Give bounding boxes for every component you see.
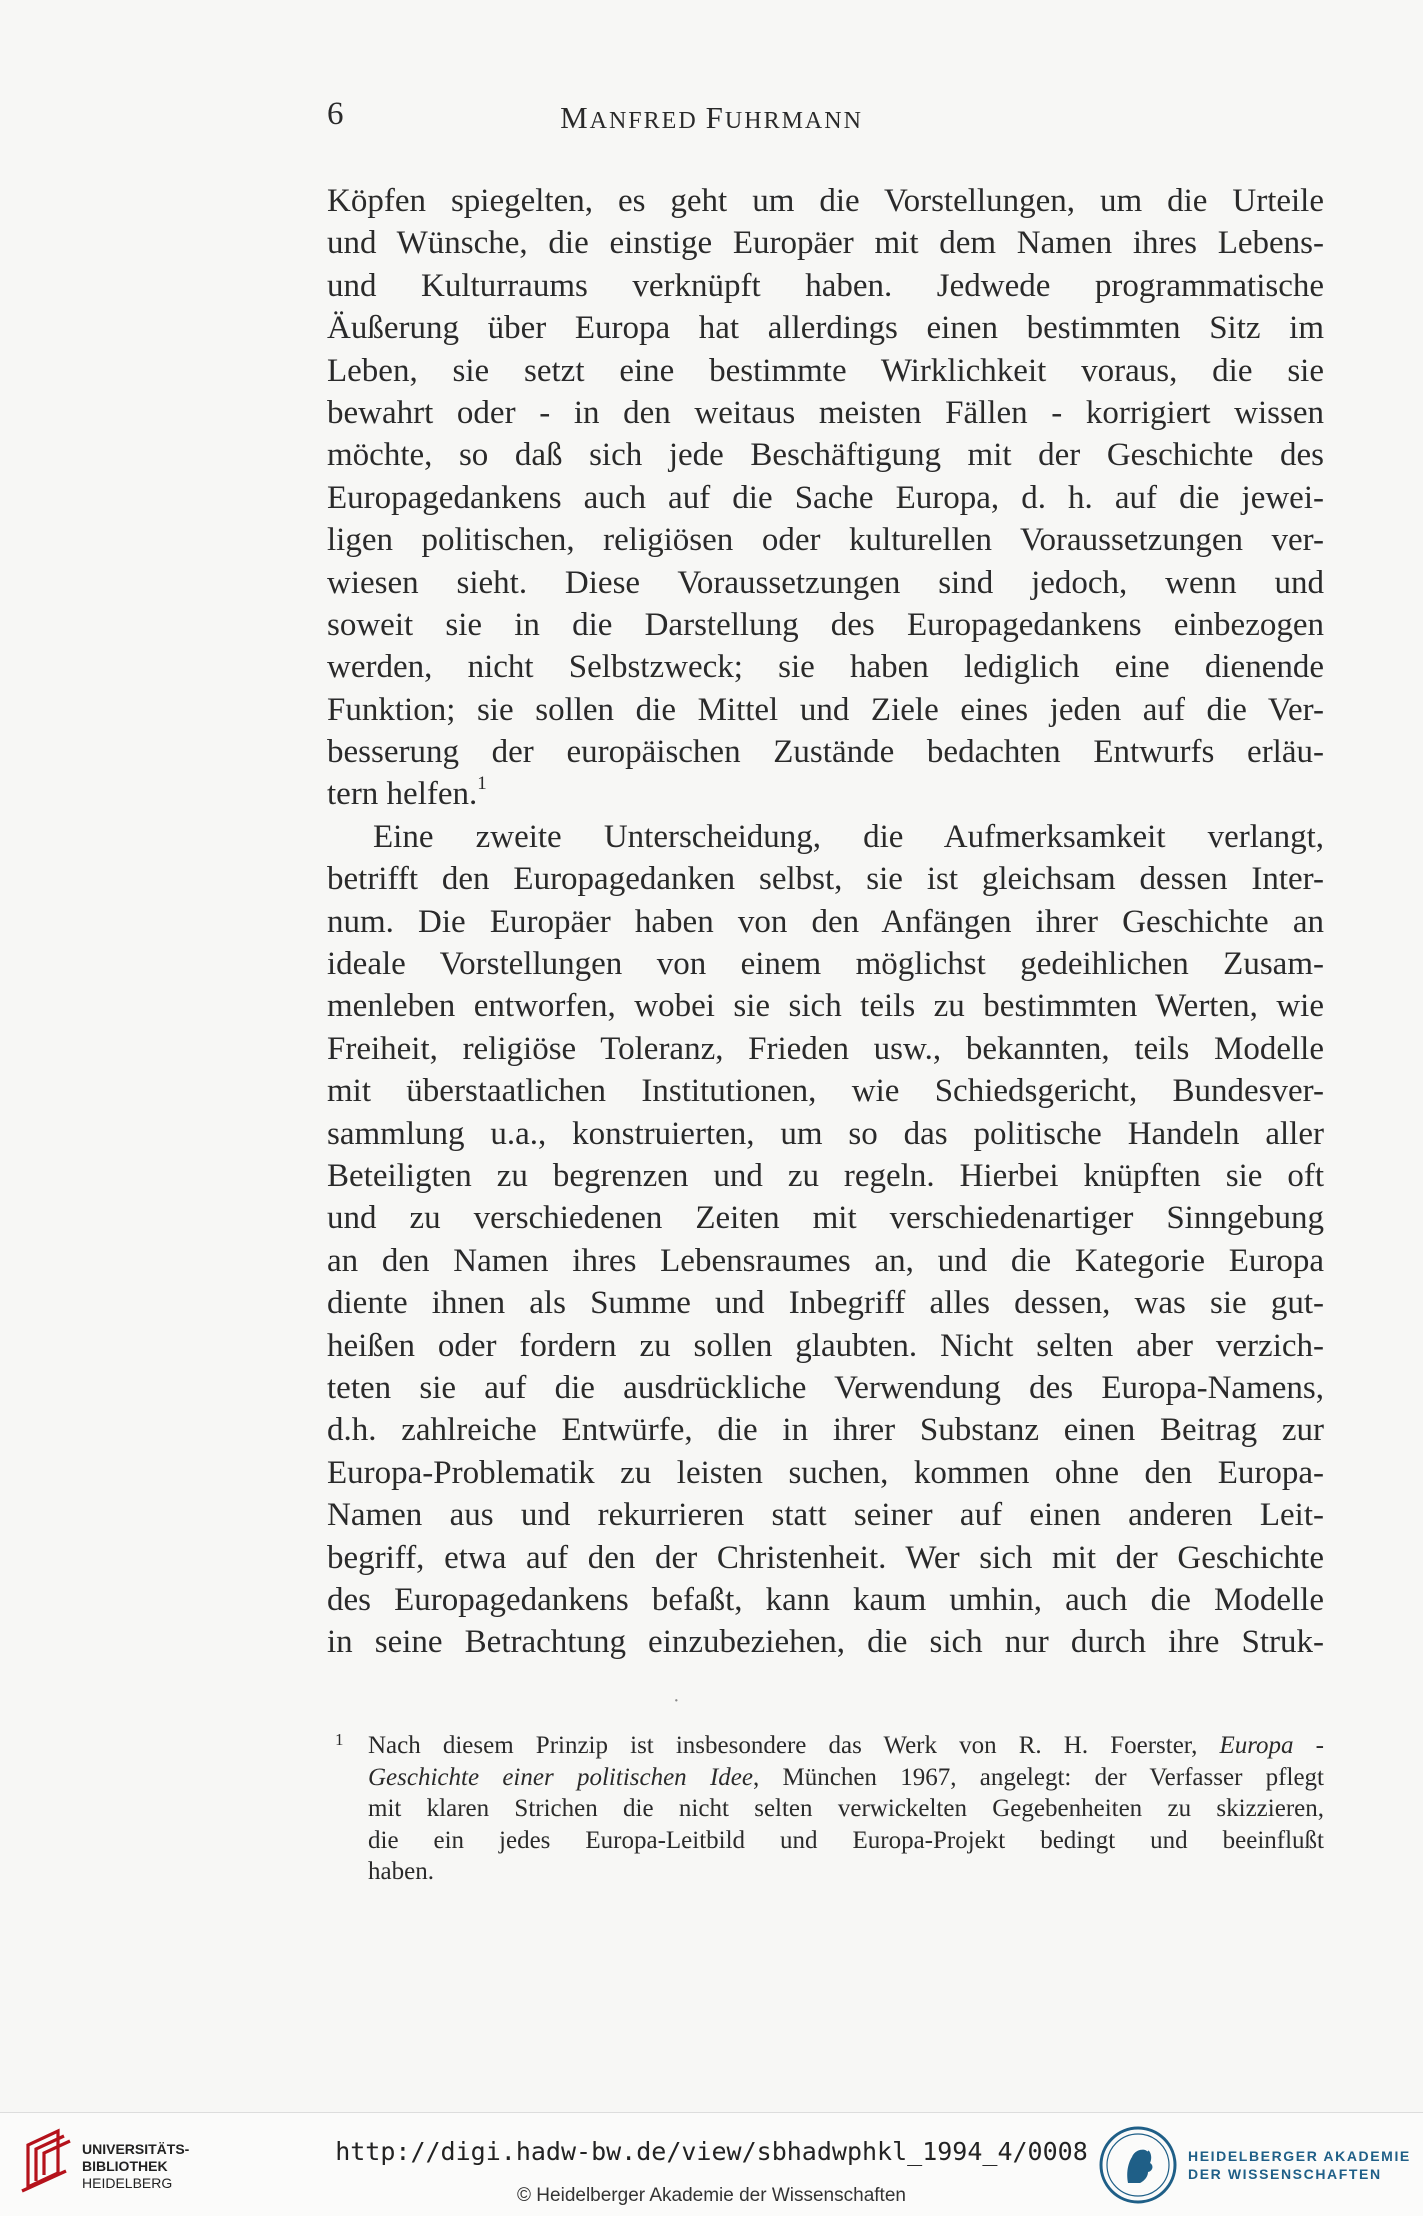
paragraph-start-line: Eine zweite Unterscheidung, die Aufmerksamkeit verlangt, [373, 818, 1324, 855]
text-line: Köpfen spiegelten, es geht um die Vorstellungen, um die Urteile [327, 183, 1324, 219]
footnote-text: , München 1967, angelegt: der Verfasser pflegt [752, 1763, 1324, 1791]
page-number: 6 [327, 96, 344, 132]
text-line: Leben, sie setzt eine bestimmte Wirklichkeit voraus, die sie [327, 352, 1324, 389]
footnote-line: die ein jedes Europa-Leitbild und Europa-Projekt bedingt und beeinflußt [368, 1826, 1324, 1854]
text-line: Europagedankens auch auf die Sache Europa, d. h. auf die jewei- [327, 479, 1324, 516]
text-line: mit überstaatlichen Institutionen, wie Schiedsgericht, Bundesver- [327, 1073, 1324, 1110]
text-line: betrifft den Europagedanken selbst, sie ist gleichsam dessen Inter- [327, 861, 1324, 898]
text-line: besserung der europäischen Zustände bedachten Entwurfs erläu- [327, 734, 1324, 771]
author-last-rest: UHRMANN [724, 108, 863, 134]
author-last-initial: F [705, 100, 725, 135]
text-line: an den Namen ihres Lebensraumes an, und die Kategorie Europa [327, 1242, 1324, 1279]
academy-seal-icon[interactable] [1098, 2125, 1178, 2205]
text-line: ligen politischen, religiösen oder kulturellen Voraussetzungen ver- [327, 522, 1324, 559]
text-line: und Kulturraums verknüpft haben. Jedwede programmatische [327, 267, 1324, 304]
text-line: soweit sie in die Darstellung des Europagedankens einbezogen [327, 606, 1324, 643]
text-line: und Wünsche, die einstige Europäer mit dem Namen ihres Lebens- [327, 225, 1324, 262]
academy-name [1188, 2147, 1411, 2183]
footnote-text: Nach diesem Prinzip ist insbesondere das Werk von R. H. Foerster, [368, 1732, 1220, 1759]
footnote-line [335, 1762, 1324, 1794]
footnote-title-italic: Geschichte einer politischen Idee [368, 1763, 753, 1791]
library-line: UNIVERSITÄTS- [82, 2141, 190, 2157]
text-line: d.h. zahlreiche Entwürfe, die in ihrer Substanz einen Beitrag zur [327, 1412, 1324, 1449]
text-line: möchte, so daß sich jede Beschäftigung mit der Geschichte des [327, 437, 1324, 474]
text-line: und zu verschiedenen Zeiten mit verschiedenartiger Sinngebung [327, 1200, 1324, 1237]
footnote-title-italic: Europa - [1219, 1732, 1324, 1759]
digitization-footer [0, 2112, 1423, 2216]
library-line: BIBLIOTHEK [82, 2158, 168, 2174]
text-line-with-footnote-ref [327, 773, 1324, 815]
text-line: diente ihnen als Summe und Inbegriff alles dessen, was sie gut- [327, 1285, 1324, 1322]
academy-line: HEIDELBERGER AKADEMIE [1188, 2148, 1411, 2164]
text-line: teten sie auf die ausdrückliche Verwendung des Europa-Namens, [327, 1369, 1324, 1406]
footnote-reference[interactable]: 1 [477, 773, 487, 795]
footnote [335, 1730, 1324, 1888]
footnote-line [335, 1730, 1324, 1762]
copyright-notice: © Heidelberger Akademie der Wissenschaften [517, 2185, 906, 2206]
running-head [0, 100, 1423, 136]
text-line: heißen oder fordern zu sollen glaubten. Nicht selten aber verzich- [327, 1327, 1324, 1364]
permalink-url[interactable]: http://digi.hadw-bw.de/view/sbhadwphkl_1994_4/0008 [335, 2137, 1088, 2166]
body-text [327, 180, 1324, 1664]
text-line: Äußerung über Europa hat allerdings einen bestimmten Sitz im [327, 310, 1324, 347]
footnote-line: mit klaren Strichen die nicht selten verwickelten Gegebenheiten zu skizzieren, [368, 1795, 1324, 1823]
text-line: Beteiligten zu begrenzen und zu regeln. Hierbei knüpften sie oft [327, 1157, 1324, 1194]
text-line: sammlung u.a., konstruierten, um so das politische Handeln aller [327, 1115, 1324, 1152]
text-line: Funktion; sie sollen die Mittel und Ziele eines jeden auf die Ver- [327, 691, 1324, 728]
academy-line: DER WISSENSCHAFTEN [1188, 2166, 1382, 2182]
library-line: HEIDELBERG [82, 2175, 173, 2191]
text-line: Europa-Problematik zu leisten suchen, kommen ohne den Europa- [327, 1454, 1324, 1491]
text-line: des Europagedankens befaßt, kann kaum umhin, auch die Modelle [327, 1581, 1324, 1618]
text-line: bewahrt oder - in den weitaus meisten Fällen - korrigiert wissen [327, 394, 1324, 431]
text-line: werden, nicht Selbstzweck; sie haben lediglich eine dienende [327, 649, 1324, 686]
footnote-separator: · [673, 1690, 680, 1712]
text-line: ideale Vorstellungen von einem möglichst gedeihlichen Zusam- [327, 946, 1324, 983]
text-line: Freiheit, religiöse Toleranz, Frieden usw., bekannten, teils Modelle [327, 1030, 1324, 1067]
author-first-rest: ANFRED [589, 108, 698, 134]
text-line: in seine Betrachtung einzubeziehen, die sich nur durch ihre Struk- [327, 1624, 1324, 1661]
author-first-initial: M [560, 100, 590, 135]
text-line: menleben entworfen, wobei sie sich teils zu bestimmten Werten, wie [327, 988, 1324, 1025]
footnote-marker: 1 [335, 1730, 344, 1749]
text-line: num. Die Europäer haben von den Anfängen ihrer Geschichte an [327, 903, 1324, 940]
text-line: tern helfen. [327, 776, 478, 813]
text-line: Namen aus und rekurrieren statt seiner auf einen anderen Leit- [327, 1497, 1324, 1534]
text-line: begriff, etwa auf den der Christenheit. Wer sich mit der Geschichte [327, 1539, 1324, 1576]
text-line: wiesen sieht. Diese Voraussetzungen sind jedoch, wenn und [327, 564, 1324, 601]
footnote-line: haben. [368, 1858, 434, 1886]
